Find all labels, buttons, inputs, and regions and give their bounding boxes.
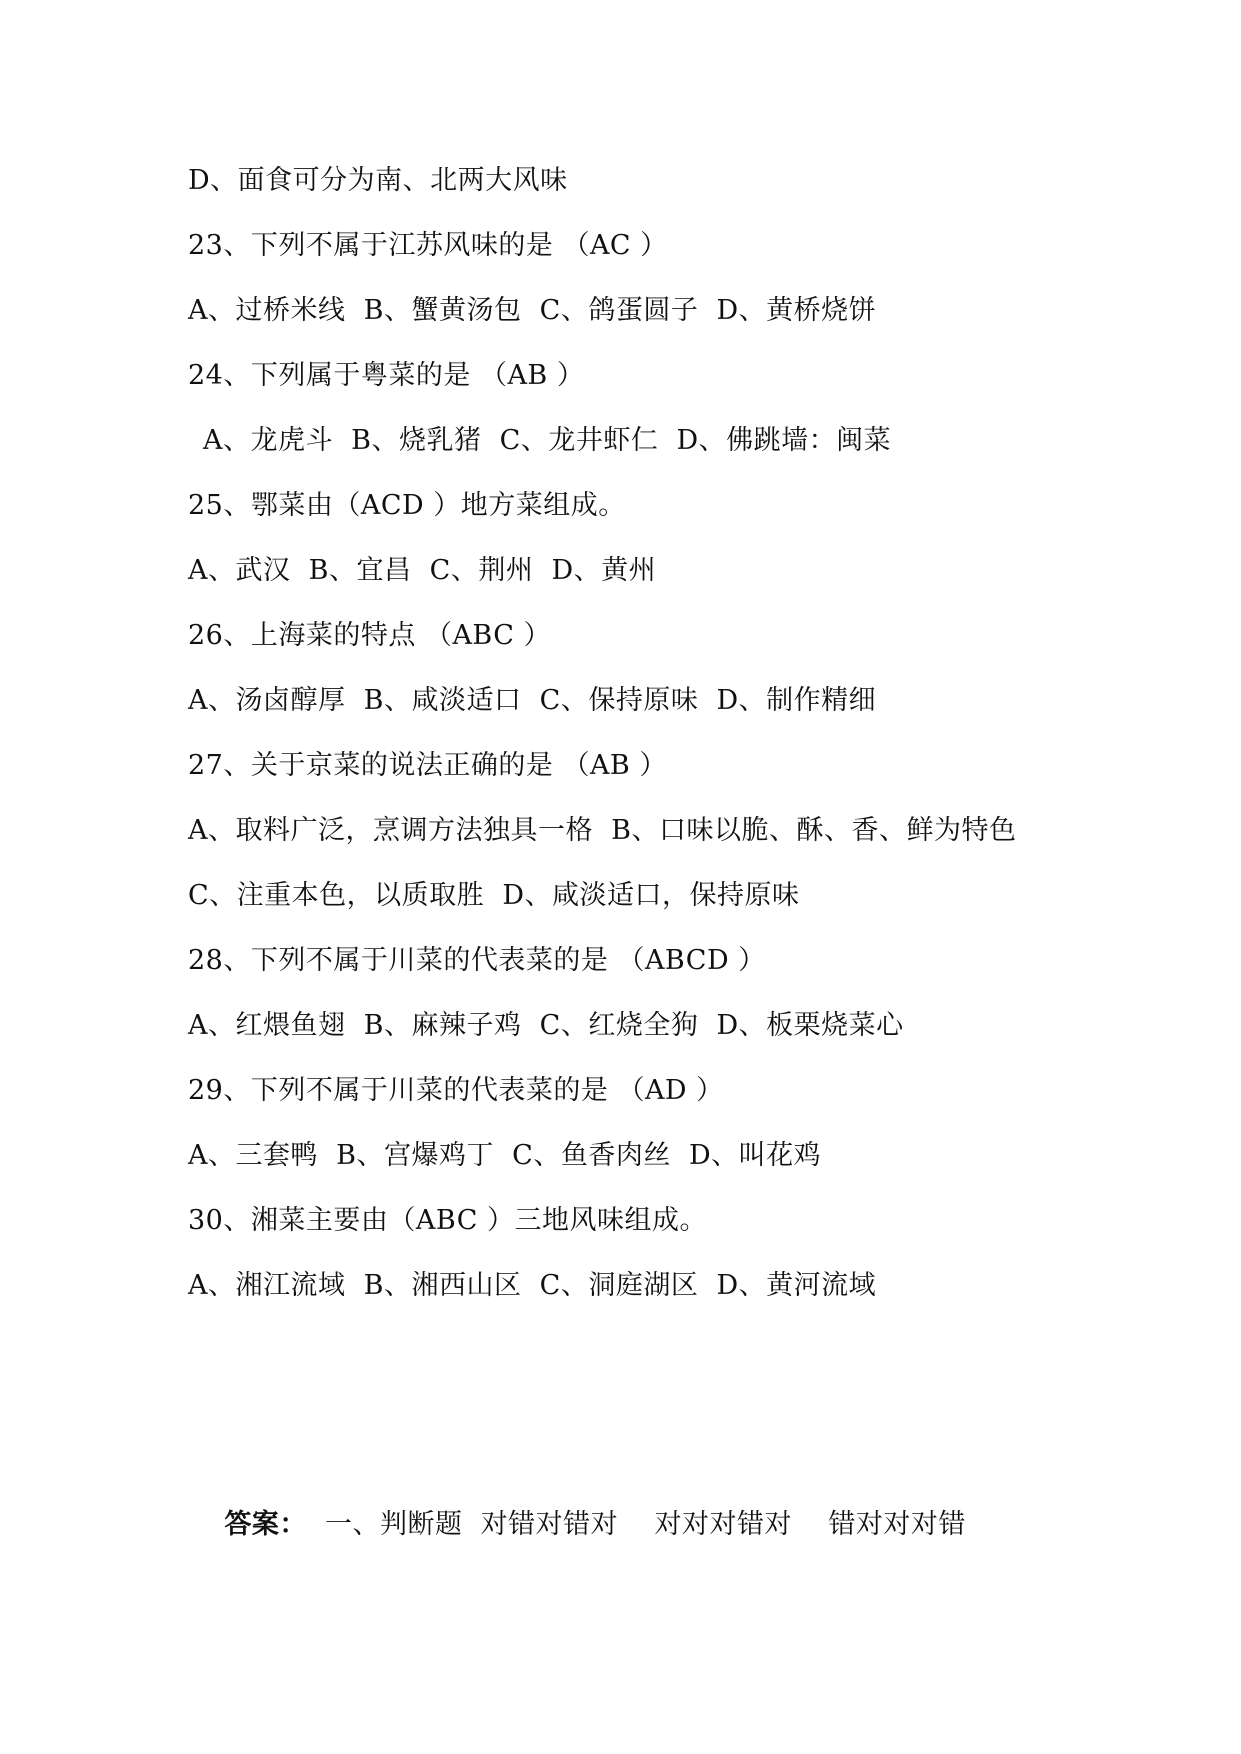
question-27-options-ab: A、取料广泛，烹调方法独具一格 B、口味以脆、酥、香、鲜为特色	[188, 815, 1017, 846]
question-25-options: A、武汉 B、宜昌 C、荆州 D、黄州	[188, 555, 657, 586]
question-24: 24、下列属于粤菜的是 （AB ）	[188, 360, 585, 391]
question-26-options: A、汤卤醇厚 B、咸淡适口 C、保持原味 D、制作精细	[188, 685, 877, 716]
question-30: 30、湘菜主要由（ABC ）三地风味组成。	[188, 1205, 707, 1236]
option-line: D、面食可分为南、北两大风味	[188, 165, 568, 196]
question-24-options: A、龙虎斗 B、烧乳猪 C、龙井虾仁 D、佛跳墙：闽菜	[203, 425, 892, 456]
question-30-options: A、湘江流域 B、湘西山区 C、洞庭湖区 D、黄河流域	[188, 1270, 877, 1301]
question-28: 28、下列不属于川菜的代表菜的是 （ABCD ）	[188, 945, 766, 976]
question-27-options-cd: C、注重本色，以质取胜 D、咸淡适口，保持原味	[188, 880, 800, 911]
answer-label: 答案：	[224, 1509, 307, 1540]
question-26: 26、上海菜的特点 （ABC ）	[188, 620, 552, 651]
question-25: 25、鄂菜由（ACD ）地方菜组成。	[188, 490, 626, 521]
question-23-options: A、过桥米线 B、蟹黄汤包 C、鸽蛋圆子 D、黄桥烧饼	[188, 295, 877, 326]
question-23: 23、下列不属于江苏风味的是 （AC ）	[188, 230, 668, 261]
answer-text: 一、判断题 对错对错对 对对对错对 错对对对错	[306, 1509, 966, 1540]
question-29-options: A、三套鸭 B、宫爆鸡丁 C、鱼香肉丝 D、叫花鸡	[188, 1140, 822, 1171]
question-27: 27、关于京菜的说法正确的是 （AB ）	[188, 750, 667, 781]
question-28-options: A、红煨鱼翅 B、麻辣子鸡 C、红烧全狗 D、板栗烧菜心	[188, 1010, 904, 1041]
question-29: 29、下列不属于川菜的代表菜的是 （AD ）	[188, 1075, 724, 1106]
answer-section	[188, 1474, 966, 1576]
